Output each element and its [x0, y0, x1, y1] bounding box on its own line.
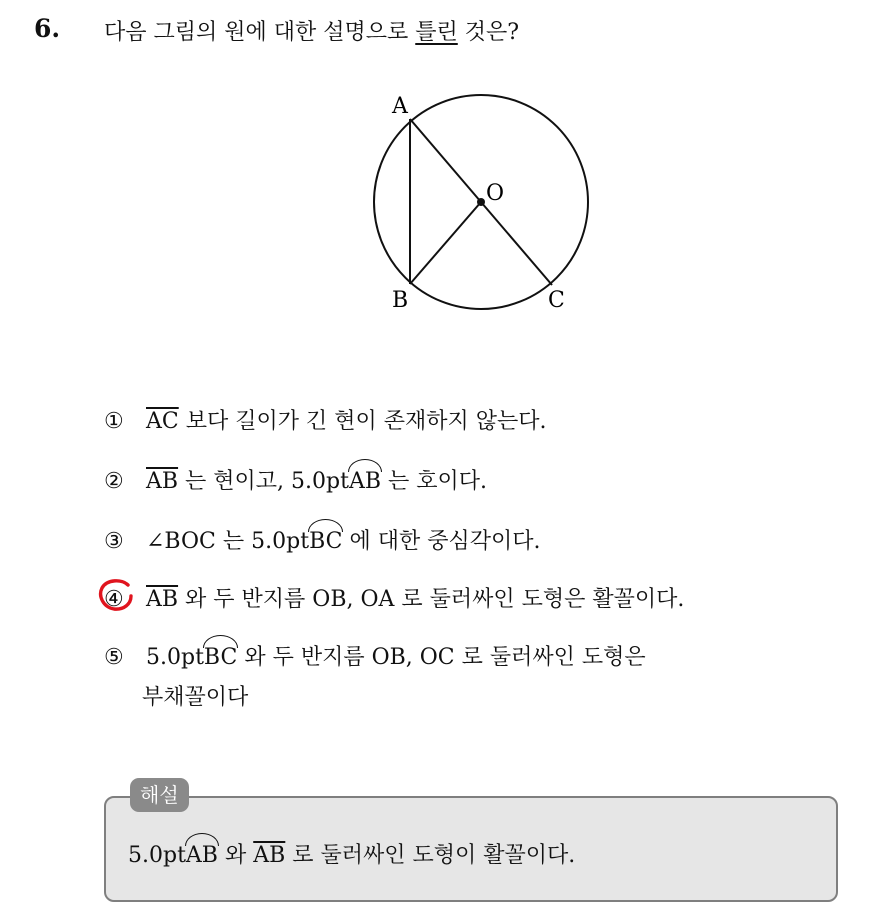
option-text-continuation: 부채꼴이다	[142, 685, 249, 710]
center-point	[477, 198, 485, 206]
option-4[interactable]	[104, 582, 684, 613]
explanation-text	[128, 838, 575, 869]
label-b: B	[392, 288, 409, 313]
option-text: 는 현이고,	[178, 469, 292, 494]
option-text: 에 대한 중심각이다.	[342, 529, 541, 554]
explanation-prefix: 5.0pt	[128, 843, 186, 868]
angle-label: ∠BOC	[146, 529, 216, 554]
circle-figure	[360, 80, 600, 320]
explanation-tag: 해설	[130, 778, 189, 812]
segment-label: $\overline{AB}$	[146, 587, 179, 612]
option-number: ①	[104, 409, 124, 434]
explanation-text-part: 와	[217, 843, 254, 868]
red-circle-mark	[98, 578, 136, 612]
segment-label: $\overline{AB}$	[253, 843, 286, 868]
option-text: 는 호이다.	[381, 469, 488, 494]
option-number: ⑤	[104, 645, 124, 670]
option-number: ③	[104, 529, 124, 554]
segment-label: $\overline{AC}$	[146, 409, 179, 434]
option-text: 와 두 반지름 OB, OC 로 둘러싸인 도형은	[237, 645, 646, 670]
arc-label: BC	[203, 645, 238, 670]
option-prefix: 5.0pt	[291, 469, 349, 494]
radius-ob	[410, 202, 481, 284]
option-text: 보다 길이가 긴 현이 존재하지 않는다.	[178, 409, 547, 434]
arc-label: AB	[348, 469, 382, 494]
option-text: 는	[215, 529, 252, 554]
option-number: ④	[104, 587, 124, 612]
explanation-text-part: 로 둘러싸인 도형이 활꼴이다.	[285, 843, 576, 868]
option-2[interactable]	[104, 464, 487, 495]
segment-label: $\overline{AB}$	[146, 469, 179, 494]
option-text: 와 두 반지름 OB, OA 로 둘러싸인 도형은 활꼴이다.	[178, 587, 685, 612]
question-text	[104, 15, 519, 46]
arc-label: AB	[185, 843, 218, 868]
option-number: ②	[104, 469, 124, 494]
option-prefix: 5.0pt	[251, 529, 310, 554]
option-1[interactable]	[104, 404, 546, 435]
option-prefix: 5.0pt	[146, 645, 204, 670]
label-o: O	[486, 181, 505, 206]
label-a: A	[392, 94, 408, 119]
arc-label: BC	[309, 529, 343, 554]
option-3[interactable]	[104, 524, 540, 555]
question-number: 6.	[34, 14, 61, 43]
explanation-box	[104, 796, 838, 902]
label-c: C	[548, 288, 565, 313]
question-text-before: 다음 그림의 원에 대한 설명으로	[104, 20, 416, 45]
question-text-underlined: 틀린	[415, 20, 458, 45]
question-text-after: 것은?	[457, 20, 520, 45]
option-5[interactable]	[104, 640, 646, 710]
